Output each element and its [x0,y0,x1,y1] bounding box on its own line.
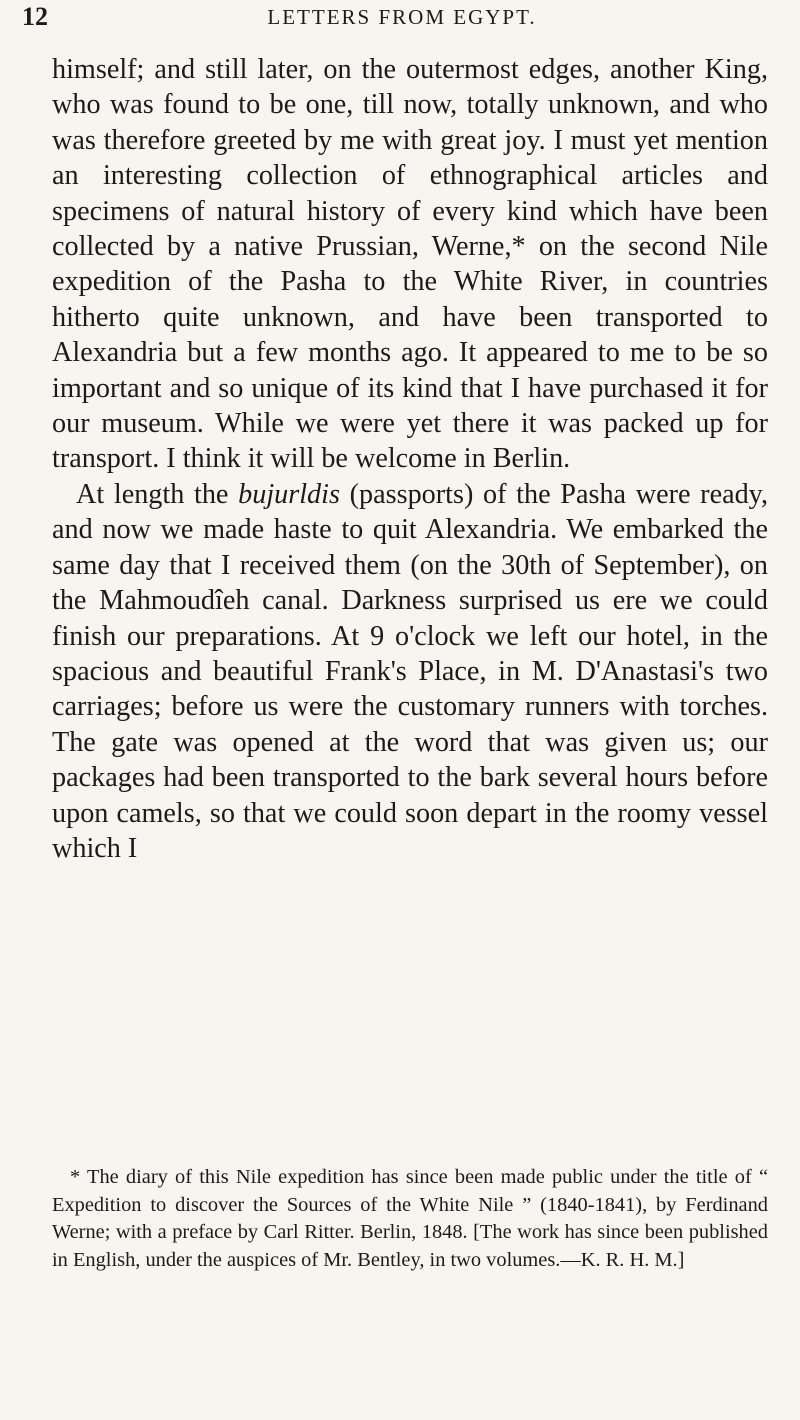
italic-term: bujurldis [238,478,340,510]
paragraph-2 [52,477,768,866]
footnote-text: * The diary of this Nile expedition has since been made public under the title of “ Expedition to discover the Sources of the White Nile ” (1840-1841), by Ferdinand Werne; with a preface by Carl Ritter. Berlin, 1848. [The work has since been published in English, under the auspices of Mr. Bentley, in two volumes.—K. R. H. M.] [52,1166,768,1271]
main-text [52,52,768,866]
running-title: LETTERS FROM EGYPT. [267,5,537,29]
footnote [52,1164,768,1274]
paragraph-2-rest: (passports) of the Pasha were ready, and now we made haste to quit Alexandria. We embarked the same day that I received them (on the 30th of September), on the Mahmoudîeh canal. Darkness surprised us ere we could finish our preparations. At 9 o'clock we left our hotel, in the spacious and beautiful Frank's Place, in M. D'Anastasi's two carriages; before us were the customary runners with torches. The gate was opened at the word that was given us; our packages had been transported to the bark several hours before upon camels, so that we could soon depart in the roomy vessel which I [52,478,768,864]
page-header [22,2,782,32]
paragraph-1: himself; and still later, on the outermost edges, another King, who was found to be one, till now, totally unknown, and who was therefore greeted by me with great joy. I must yet mention an interesting collection of ethnographical articles and specimens of natural history of every kind which have been collected by a native Prussian, Werne,* on the second Nile expedition of the Pasha to the White River, in countries hitherto quite unknown, and have been transported to Alexandria but a few months ago. It appeared to me to be so important and so unique of its kind that I have purchased it for our museum. While we were yet there it was packed up for transport. I think it will be welcome in Berlin. [52,54,768,475]
paragraph-2-start: At length the [76,478,239,510]
page-number: 12 [22,2,48,31]
